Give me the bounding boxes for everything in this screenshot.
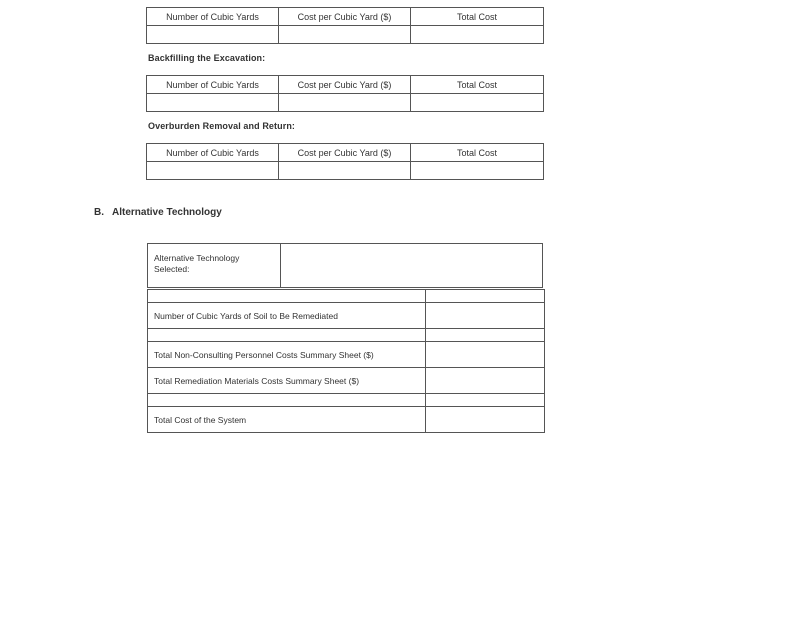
table-row xyxy=(148,290,545,303)
table-row xyxy=(147,94,544,112)
table-row xyxy=(148,329,545,342)
table-header-row xyxy=(147,76,544,94)
value-field[interactable] xyxy=(426,329,545,342)
table-row xyxy=(148,407,545,433)
value-field[interactable] xyxy=(426,394,545,407)
box-divider xyxy=(280,244,281,287)
header-cost-per-yard: Cost per Cubic Yard ($) xyxy=(279,8,411,26)
materials-costs-label: Total Remediation Materials Costs Summary Sheet ($) xyxy=(148,368,426,394)
cost-per-yard-field[interactable] xyxy=(279,26,411,44)
value-field[interactable] xyxy=(426,290,545,303)
header-cubic-yards: Number of Cubic Yards xyxy=(147,144,279,162)
total-system-cost-label: Total Cost of the System xyxy=(148,407,426,433)
excavation-cost-table xyxy=(146,7,544,44)
table-row xyxy=(147,162,544,180)
alternative-cost-table xyxy=(147,289,545,433)
total-cost-field[interactable] xyxy=(411,26,544,44)
cubic-yards-remediated-label: Number of Cubic Yards of Soil to Be Remediated xyxy=(148,303,426,329)
cubic-yards-field[interactable] xyxy=(147,94,279,112)
table-row xyxy=(147,26,544,44)
table-row xyxy=(148,303,545,329)
backfilling-cost-table xyxy=(146,75,544,112)
total-system-cost-field[interactable] xyxy=(426,407,545,433)
cost-per-yard-field[interactable] xyxy=(279,162,411,180)
backfilling-title: Backfilling the Excavation: xyxy=(148,53,266,63)
cubic-yards-field[interactable] xyxy=(147,162,279,180)
header-cubic-yards: Number of Cubic Yards xyxy=(147,76,279,94)
table-row xyxy=(148,368,545,394)
personnel-costs-label: Total Non-Consulting Personnel Costs Summary Sheet ($) xyxy=(148,342,426,368)
header-cubic-yards: Number of Cubic Yards xyxy=(147,8,279,26)
table-row xyxy=(148,394,545,407)
table-header-row xyxy=(147,8,544,26)
section-b-heading xyxy=(94,207,222,218)
overburden-cost-table xyxy=(146,143,544,180)
section-title: Alternative Technology xyxy=(112,207,222,218)
section-letter: B. xyxy=(94,207,104,218)
materials-costs-field[interactable] xyxy=(426,368,545,394)
header-cost-per-yard: Cost per Cubic Yard ($) xyxy=(279,144,411,162)
personnel-costs-field[interactable] xyxy=(426,342,545,368)
header-cost-per-yard: Cost per Cubic Yard ($) xyxy=(279,76,411,94)
cost-per-yard-field[interactable] xyxy=(279,94,411,112)
alternative-technology-label: Alternative Technology Selected: xyxy=(154,253,240,274)
alternative-technology-box xyxy=(147,243,543,288)
header-total-cost: Total Cost xyxy=(411,76,544,94)
table-header-row xyxy=(147,144,544,162)
cubic-yards-field[interactable] xyxy=(147,26,279,44)
overburden-title: Overburden Removal and Return: xyxy=(148,121,296,131)
total-cost-field[interactable] xyxy=(411,94,544,112)
table-row xyxy=(148,342,545,368)
header-total-cost: Total Cost xyxy=(411,8,544,26)
total-cost-field[interactable] xyxy=(411,162,544,180)
cubic-yards-remediated-field[interactable] xyxy=(426,303,545,329)
header-total-cost: Total Cost xyxy=(411,144,544,162)
